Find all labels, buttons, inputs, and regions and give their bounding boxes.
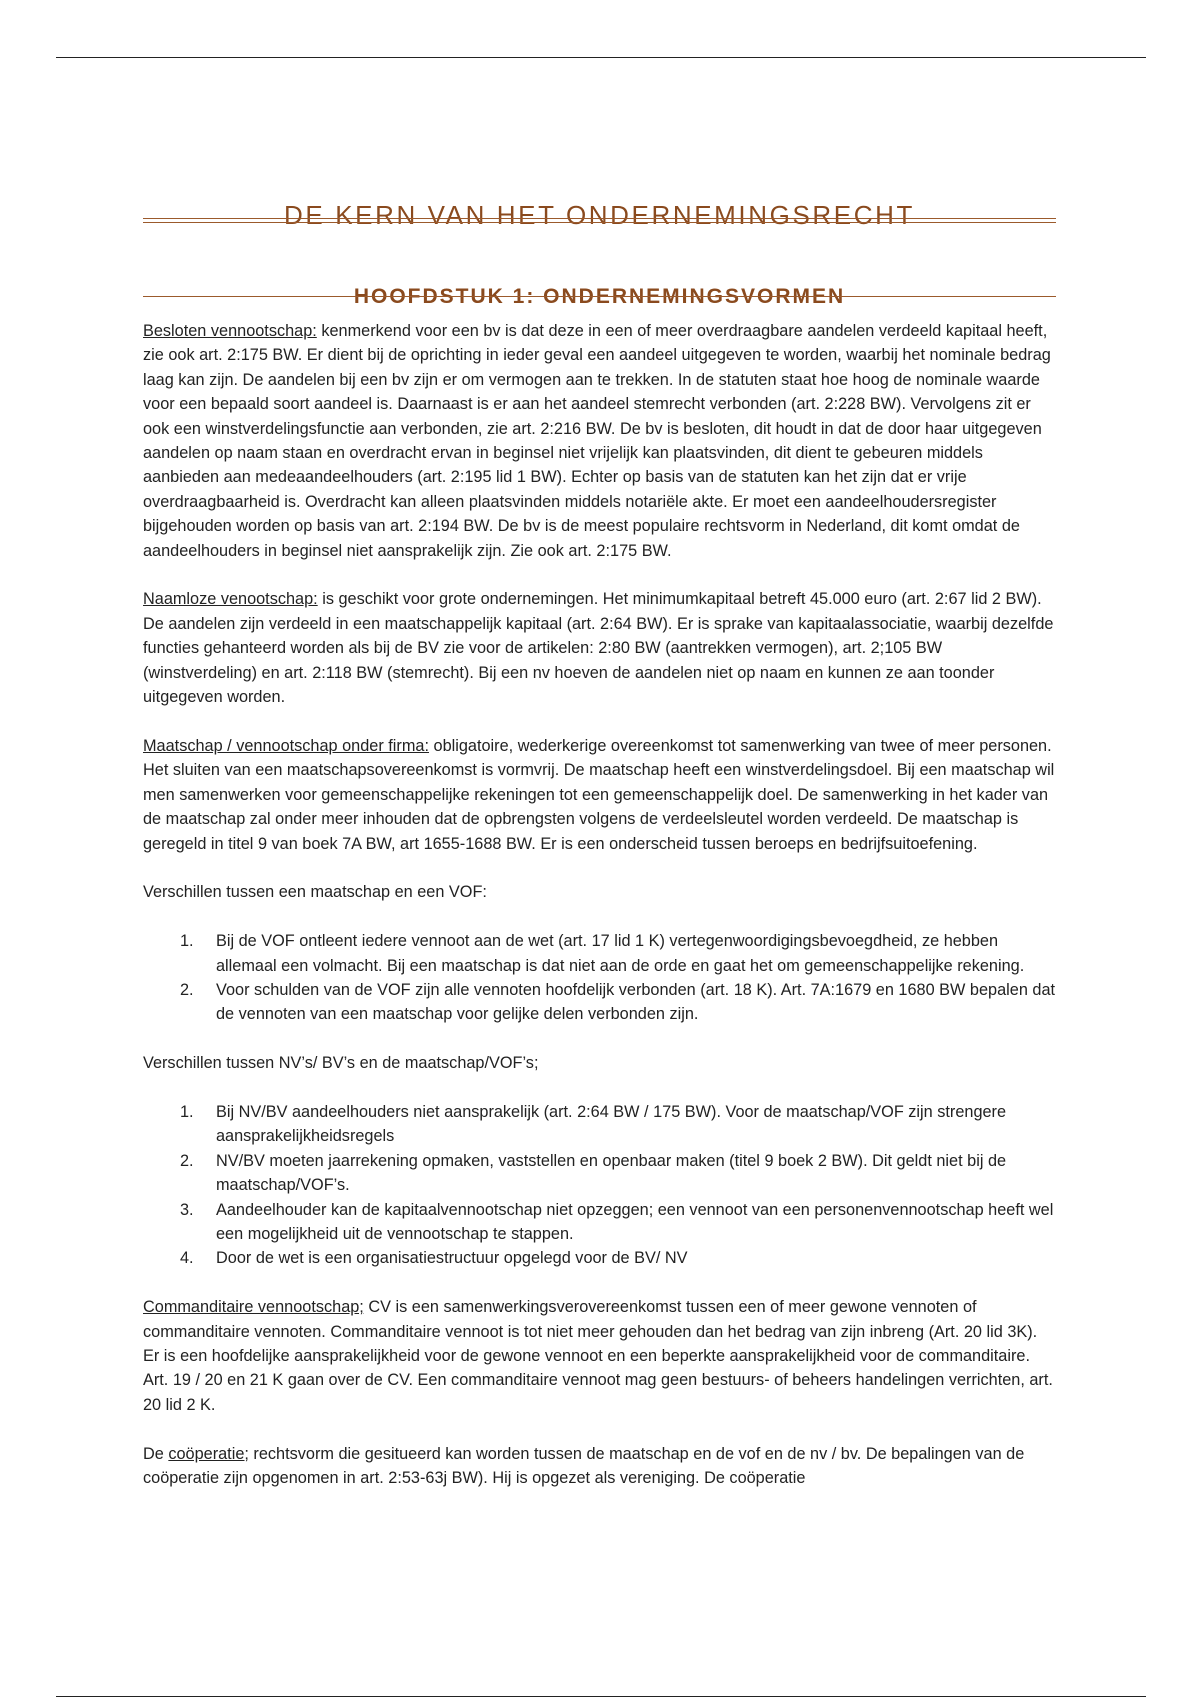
lead-cooperatie: De (143, 1444, 169, 1463)
term-maatschap: Maatschap / vennootschap onder firma: (143, 736, 429, 755)
chapter-rule (143, 296, 1056, 297)
list-item (143, 978, 1056, 1027)
paragraph-naamloze-vennootschap (143, 587, 1056, 709)
page-top-rule (56, 57, 1146, 58)
paragraph-besloten-vennootschap (143, 319, 1056, 563)
term-cooperatie: coöperatie; (168, 1444, 249, 1463)
chapter-heading: HOOFDSTUK 1: ONDERNEMINGSVORMEN (353, 285, 846, 309)
list-item (143, 1198, 1056, 1247)
list-item-number: 2. (180, 980, 194, 999)
text-besloten-vennootschap: kenmerkend voor een bv is dat deze in een of meer overdraagbare aandelen verdeeld kapitaal heeft, zie ook art. 2:175 BW. Er dient bij de oprichting in ieder geval een aandeel uitgegeven te worden, waarbij het nominale bedrag laag kan zijn. De aandelen bij een bv zijn er om vermogen aan te trekken. In de statuten staat hoe hoog de nominale waarde voor een bepaald soort aandeel is. Daarnaast is er aan het aandeel stemrecht verbonden (art. 2:228 BW). Vervolgens zit er ook een winstverdelingsfunctie aan verbonden, zie art. 2:216 BW. De bv is besloten, dit houdt in dat de door haar uitgegeven aandelen op naam staan en overdracht ervan in beginsel niet vrijelijk kan plaatsvinden, dit dient te gebeuren middels aanbieden aan medeaandeelhouders (art. 2:195 lid 1 BW). Echter op basis van de statuten kan het zijn dat er vrije overdraagbaarheid is. Overdracht kan alleen plaatsvinden middels notariële akte. Er moet een aandeelhoudersregister bijgehouden worden op basis van art. 2:194 BW. De bv is de meest populaire rechtsvorm in Nederland, dit komt omdat de aandeelhouders in beginsel niet aansprakelijk zijn. Zie ook art. 2:175 BW. (143, 322, 1051, 560)
text-naamloze-vennootschap: is geschikt voor grote ondernemingen. Het minimumkapitaal betreft 45.000 euro (art. 2:67 lid 2 BW). De aandelen zijn verdeeld in een maatschappelijk kapitaal (art. 2:64 BW). Er is sprake van kapitaalassociatie, waarbij dezelfde functies gehanteerd worden als bij de BV zie voor de artikelen: 2:80 BW (aantrekken vermogen), art. 2;105 BW (winstverdeling) en art. 2:118 BW (stemrecht). Bij een nv hoeven de aandelen niet op naam en kunnen ze aan toonder uitgegeven worden. (143, 590, 1054, 707)
list-item (143, 1100, 1056, 1149)
text-cooperatie: rechtsvorm die gesitueerd kan worden tussen de maatschap en de vof en de nv / bv. De bepalingen van de coöperatie zijn opgenomen in art. 2:53-63j BW). Hij is opgezet als vereniging. De coöperatie (143, 1444, 1025, 1487)
list-item-text: NV/BV moeten jaarrekening opmaken, vaststellen en openbaar maken (titel 9 boek 2 BW). Dit geldt niet bij de maatschap/VOF’s. (216, 1151, 1007, 1195)
text-maatschap: obligatoire, wederkerige overeenkomst tot samenwerking van twee of meer personen. Het sluiten van een maatschapsovereenkomst is vormvrij. De maatschap heeft een winstverdelingsdoel. Bij een maatschap wil men samenwerken voor gemeenschappelijke rekeningen tot een gemeenschappelijk doel. De samenwerking in het kader van de maatschap zal onder meer inhouden dat de opbrengsten volgens de verdeelsleutel worden verdeeld. De maatschap is geregeld in titel 9 van boek 7A BW, art 1655-1688 BW. Er is een onderscheid tussen beroeps en bedrijfsuitoefening. (143, 736, 1055, 853)
paragraph-cooperatie (143, 1442, 1056, 1491)
list-item-text: Aandeelhouder kan de kapitaalvennootschap niet opzeggen; een vennoot van een personenvennootschap heeft wel een mogelijkheid uit de vennootschap te stappen. (216, 1200, 1054, 1243)
list-item (143, 1246, 1056, 1270)
list-intro-maatschap-vof: Verschillen tussen een maatschap en een VOF: (143, 883, 487, 902)
list-item-number: 1. (180, 932, 194, 951)
term-commanditaire-vennootschap: Commanditaire vennootschap; (143, 1298, 364, 1317)
list-intro-nv-bv: Verschillen tussen NV’s/ BV’s en de maatschap/VOF’s; (143, 1054, 539, 1073)
list-item-text: Voor schulden van de VOF zijn alle vennoten hoofdelijk verbonden (art. 18 K). Art. 7A:1679 en 1680 BW bepalen dat de vennoten van een maatschap voor gelijke delen verbonden zijn. (216, 980, 1056, 1024)
term-naamloze-vennootschap: Naamloze venootschap: (143, 590, 318, 609)
list-item-text: Door de wet is een organisatiestructuur opgelegd voor de BV/ NV (216, 1249, 688, 1268)
list-item-number: 4. (180, 1249, 194, 1268)
text-commanditaire-vennootschap: CV is een samenwerkingsverovereenkomst tussen een of meer gewone vennoten of commanditaire vennoten. Commanditaire vennoot is tot niet meer gehouden dan het bedrag van zijn inbreng (Art. 20 lid 3K). Er is een hoofdelijke aansprakelijkheid voor de gewone vennoot en een beperkte aansprakelijkheid voor de commanditaire. Art. 19 / 20 en 21 K gaan over de CV. Een commanditaire vennoot mag geen bestuurs- of beheers handelingen verrichten, art. 20 lid 2 K. (143, 1298, 1053, 1414)
list-item (143, 929, 1056, 978)
list-item (143, 1149, 1056, 1198)
paragraph-maatschap (143, 734, 1056, 856)
list-item-text: Bij de VOF ontleent iedere vennoot aan de wet (art. 17 lid 1 K) vertegenwoordigingsbevoegdheid, ze hebben allemaal een volmacht. Bij een maatschap is dat niet aan de orde en gaat het om gemeenschappelijke rekening. (216, 932, 1025, 975)
list-item-text: Bij NV/BV aandeelhouders niet aansprakelijk (art. 2:64 BW / 175 BW). Voor de maatschap/VOF zijn strengere aansprakelijkheidsregels (216, 1102, 1007, 1146)
list-item-number: 1. (180, 1102, 194, 1121)
title-double-rule (143, 218, 1056, 223)
list-nv-bv (143, 1100, 1056, 1271)
document-title: DE KERN VAN HET ONDERNEMINGSRECHT (284, 200, 915, 231)
page-bottom-rule (56, 1696, 1146, 1697)
list-maatschap-vof (143, 929, 1056, 1027)
document-body (143, 319, 1056, 1515)
list-item-number: 2. (180, 1151, 194, 1170)
list-item-number: 3. (180, 1200, 194, 1219)
term-besloten-vennootschap: Besloten vennootschap: (143, 322, 317, 340)
paragraph-commanditaire-vennootschap (143, 1295, 1056, 1417)
